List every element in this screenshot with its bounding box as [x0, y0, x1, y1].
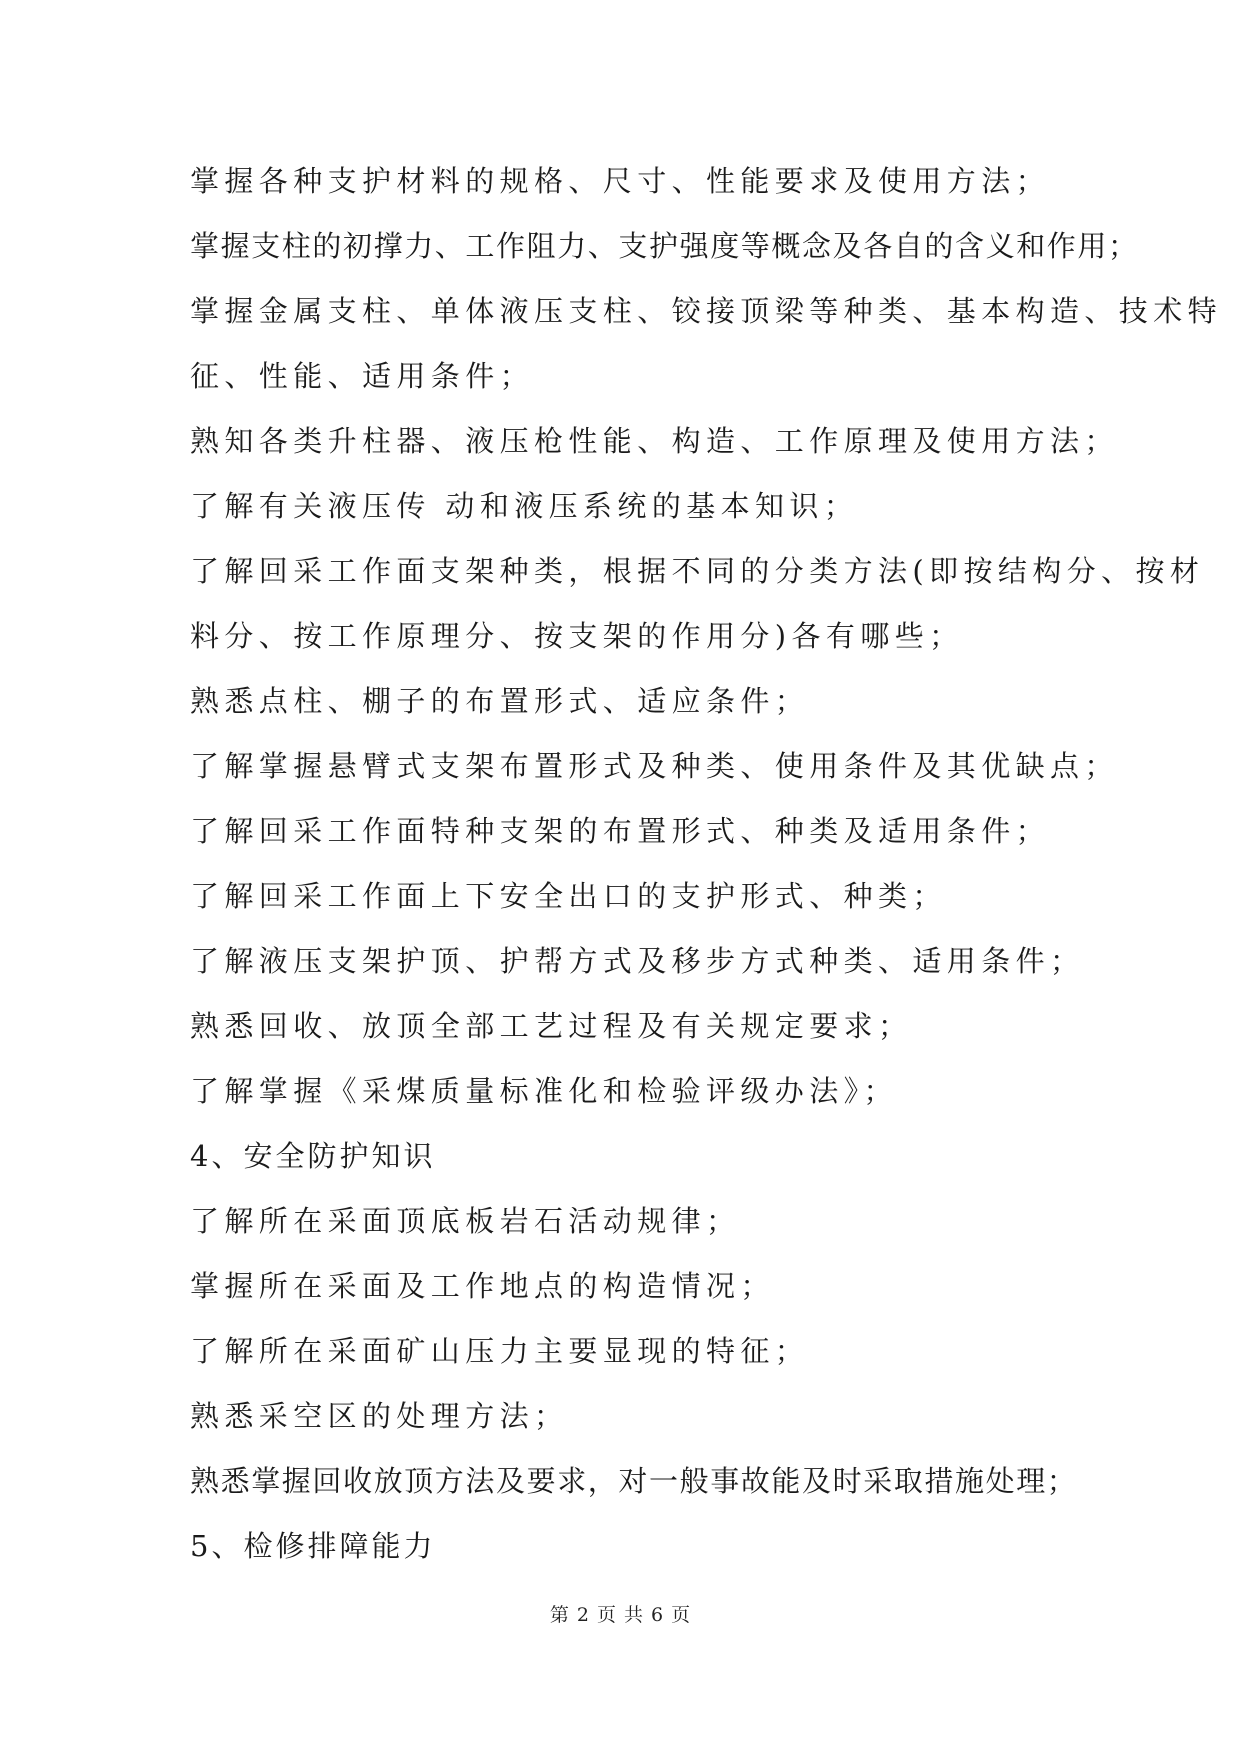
text-line: 了解回采工作面上下安全出口的支护形式、种类；	[190, 879, 947, 913]
text-line: 料分、按工作原理分、按支架的作用分)各有哪些；	[190, 619, 964, 653]
text-line: 熟悉回收、放顶全部工艺过程及有关规定要求；	[190, 1009, 913, 1043]
text-line: 了解掌握悬臂式支架布置形式及种类、使用条件及其优缺点；	[190, 749, 1119, 783]
text-line: 掌握所在采面及工作地点的构造情况；	[190, 1269, 775, 1303]
section-heading: 4、安全防护知识	[190, 1139, 436, 1173]
text-line: 熟悉点柱、棚子的布置形式、适应条件；	[190, 684, 810, 718]
text-line: 掌握支柱的初撑力、工作阻力、支护强度等概念及各自的含义和作用；	[190, 229, 1139, 263]
text-line: 熟知各类升柱器、液压枪性能、构造、工作原理及使用方法；	[190, 424, 1119, 458]
text-line: 熟悉掌握回收放顶方法及要求，对一般事故能及时采取措施处理；	[190, 1464, 1078, 1498]
section-heading: 5、检修排障能力	[190, 1529, 436, 1563]
text-line: 了解掌握《采煤质量标准化和检验评级办法》；	[190, 1074, 898, 1108]
text-line: 掌握各种支护材料的规格、尺寸、性能要求及使用方法；	[190, 164, 1051, 198]
page-number-footer: 第 2 页 共 6 页	[549, 1604, 692, 1626]
text-line: 了解所在采面顶底板岩石活动规律；	[190, 1204, 741, 1238]
text-line: 熟悉采空区的处理方法；	[190, 1399, 569, 1433]
text-line: 征、性能、适用条件；	[190, 359, 535, 393]
text-line: 了解所在采面矿山压力主要显现的特征；	[190, 1334, 810, 1368]
text-line: 掌握金属支柱、单体液压支柱、铰接顶梁等种类、基本构造、技术特	[190, 294, 1223, 328]
document-body	[190, 158, 1223, 1588]
text-line: 了解回采工作面特种支架的布置形式、种类及适用条件；	[190, 814, 1051, 848]
text-line: 了解回采工作面支架种类，根据不同的分类方法(即按结构分、按材	[190, 554, 1205, 588]
text-line: 了解有关液压传 动和液压系统的基本知识；	[190, 489, 859, 523]
text-line: 了解液压支架护顶、护帮方式及移步方式种类、适用条件；	[190, 944, 1085, 978]
